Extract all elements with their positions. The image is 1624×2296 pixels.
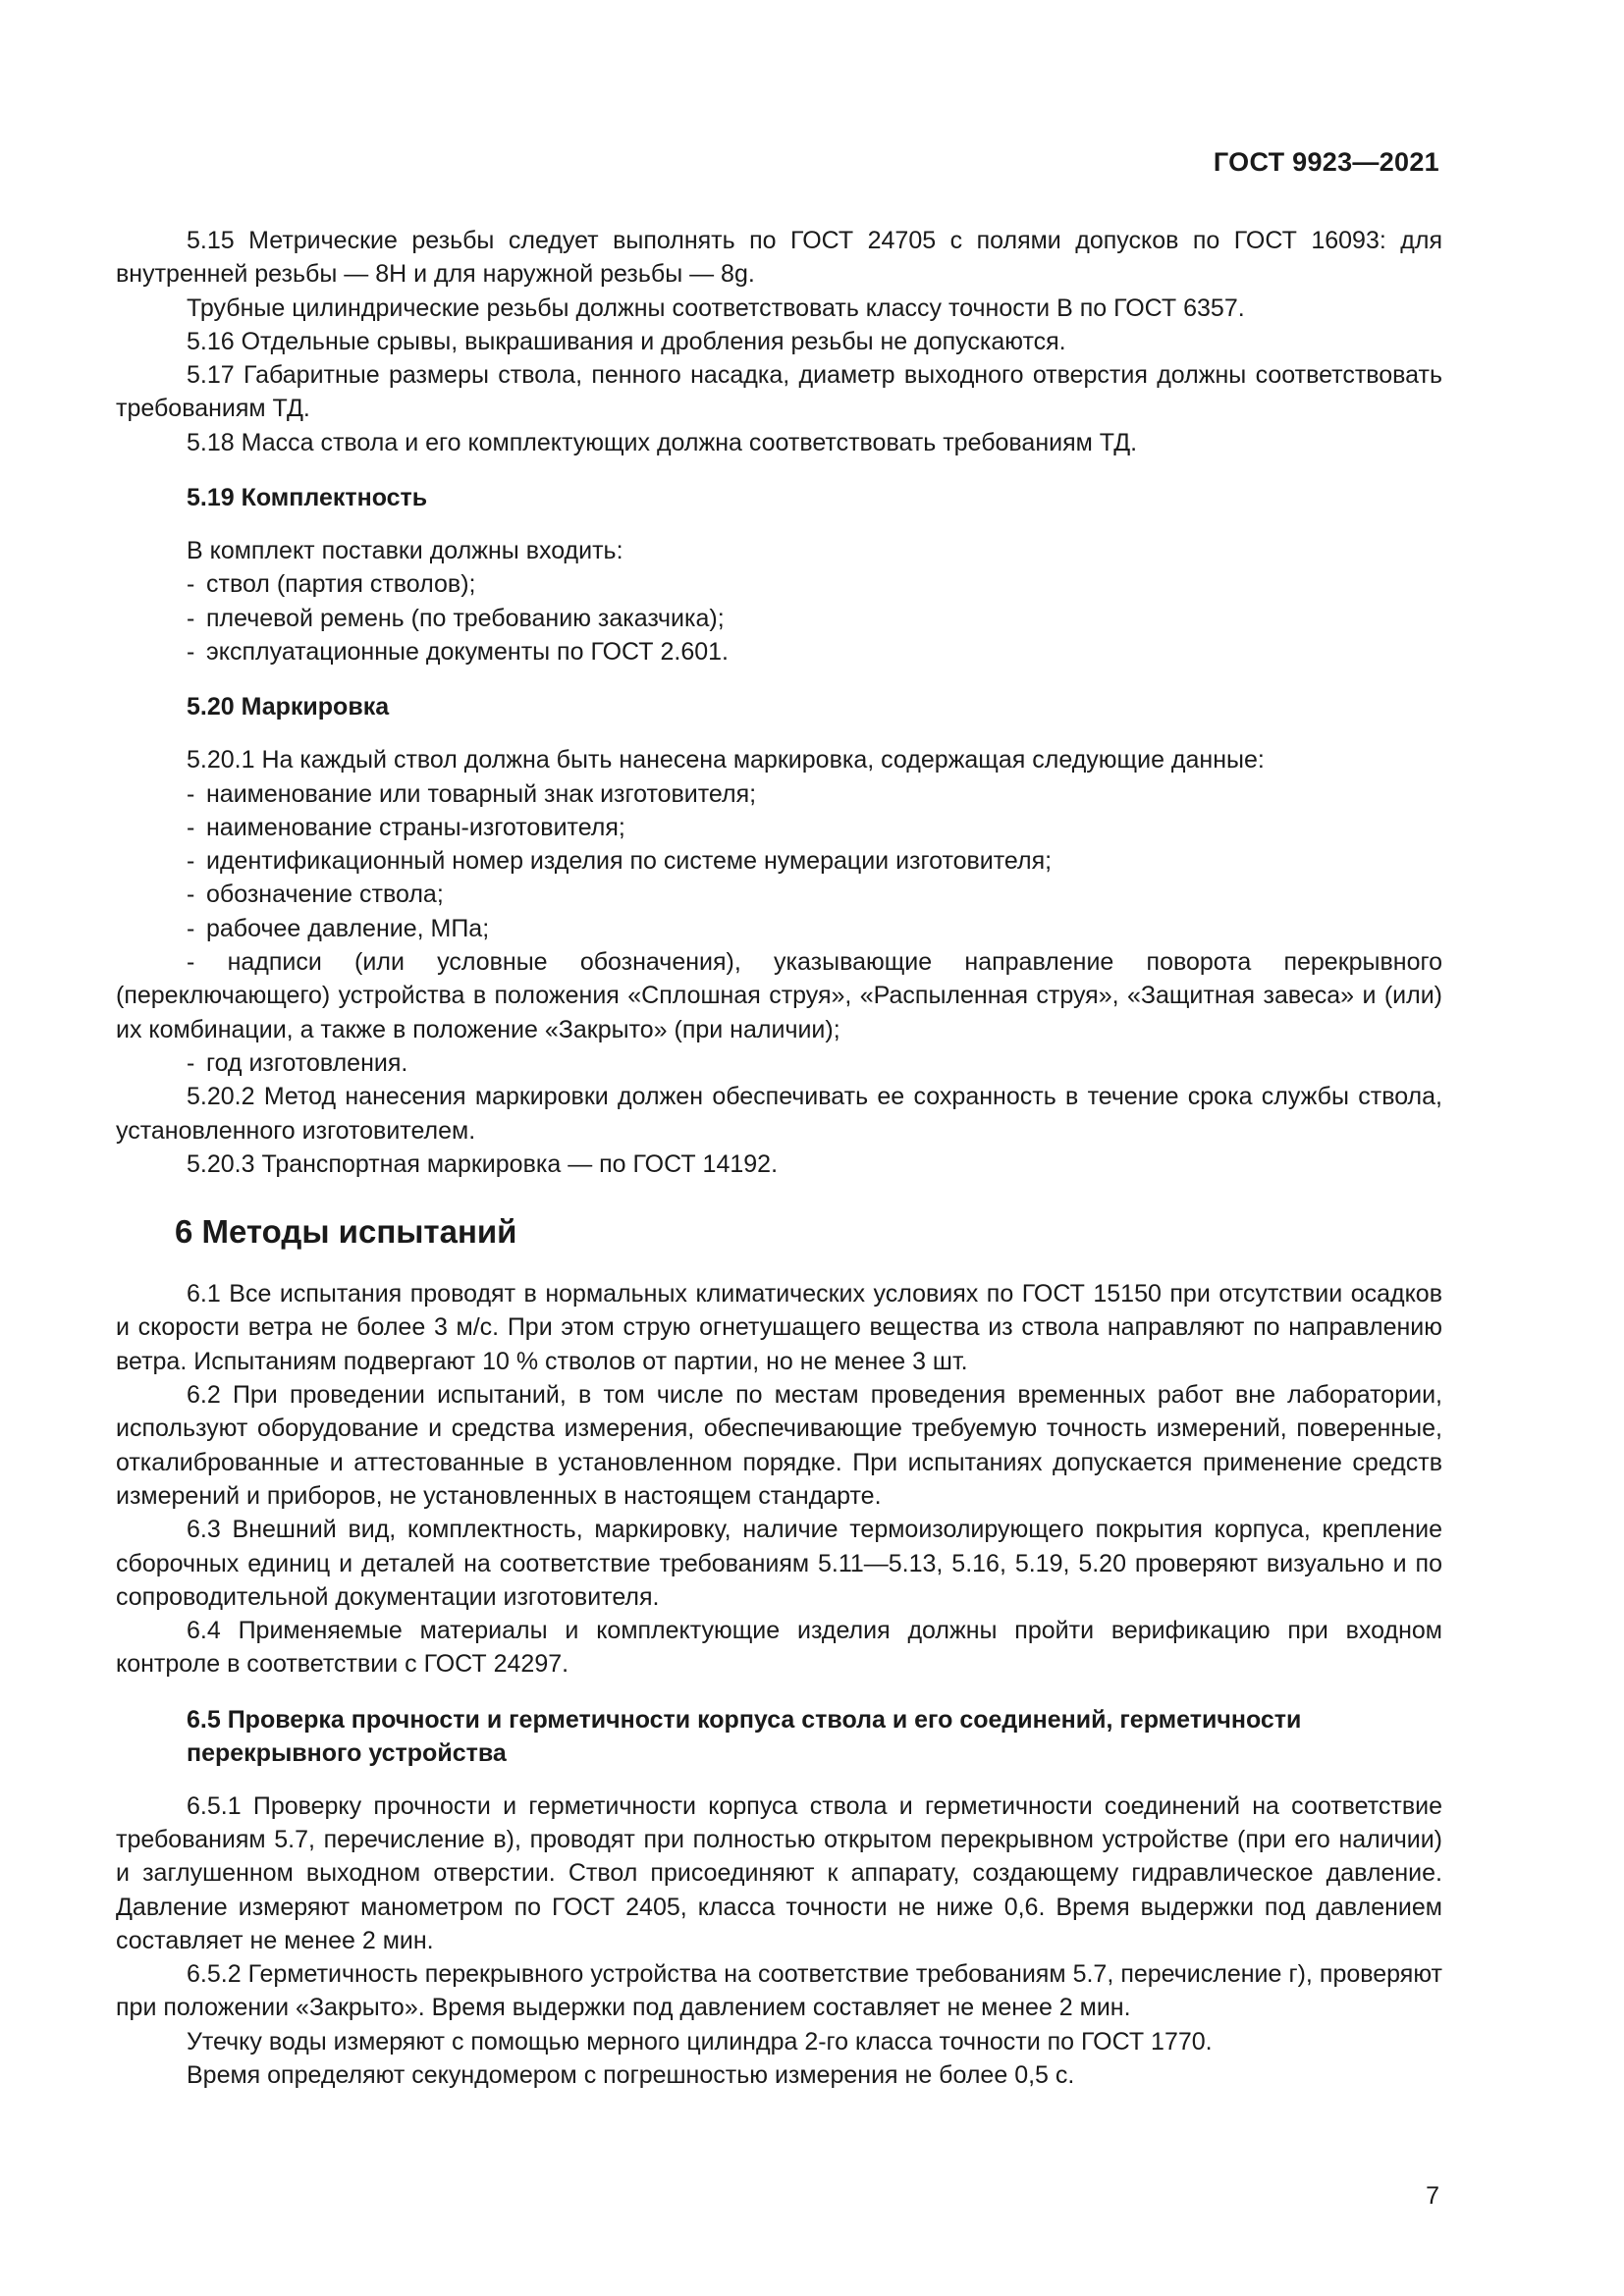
list-item: - наименование или товарный знак изготовителя; [187,779,757,808]
paragraph-5-20-2: 5.20.2 Метод нанесения маркировки должен обеспечивать ее сохранность в течение срока службы ствола, установленного изготовителем. [116,1083,1442,1145]
list-item: - год изготовления. [187,1048,408,1077]
paragraph-5-17: 5.17 Габаритные размеры ствола, пенного насадка, диаметр выходного отверстия должны соответствовать требованиям ТД. [116,361,1442,423]
paragraph-6-2: 6.2 При проведении испытаний, в том числе по местам проведения временных работ вне лаборатории, используют оборудование и средства измерения, обеспечивающие требуемую точность измерений, поверенные, откалиброванные и аттестованные в установленном порядке. При испытаниях допускается применение средств измерений и приборов, не установленных в настоящем стандарте. [116,1381,1442,1510]
list-item: - эксплуатационные документы по ГОСТ 2.601. [187,637,729,666]
document-code-header: ГОСТ 9923—2021 [1213,147,1439,177]
section-heading-6-5: 6.5 Проверка прочности и герметичности корпуса ствола и его соединений, герметичности перекрывного устройства [187,1705,1302,1767]
paragraph-5-20-3: 5.20.3 Транспортная маркировка — по ГОСТ 14192. [187,1149,779,1178]
paragraph-5-19-intro: В комплект поставки должны входить: [187,537,623,565]
list-item: - наименование страны-изготовителя; [187,813,625,841]
paragraph-6-5-2-leak: Утечку воды измеряют с помощью мерного цилиндра 2-го класса точности по ГОСТ 1770. [187,2027,1213,2056]
document-body [116,224,1442,2092]
list-item: - надписи (или условные обозначения), указывающие направление поворота перекрывного (переключающего) устройства в положения «Сплошная струя», «Распыленная струя», «Защитная завеса» и (или) их комбинации, а также в положение «Закрыто» (при наличии); [116,948,1442,1043]
paragraph-6-4: 6.4 Применяемые материалы и комплектующие изделия должны пройти верификацию при входном контроле в соответствии с ГОСТ 24297. [116,1617,1442,1679]
section-heading-5-19: 5.19 Комплектность [187,484,428,512]
list-5-20 [116,777,1442,1081]
list-item: - ствол (партия стволов); [187,570,476,599]
chapter-heading-6: 6 Методы испытаний [175,1213,517,1251]
paragraph-6-3: 6.3 Внешний вид, комплектность, маркировку, наличие термоизолирующего покрытия корпуса, крепление сборочных единиц и деталей на соответствие требованиям 5.11—5.13, 5.16, 5.19, 5.20 проверяют визуально и по сопроводительной документации изготовителя. [116,1516,1442,1611]
list-item: - идентификационный номер изделия по системе нумерации изготовителя; [187,847,1053,876]
paragraph-6-5-1: 6.5.1 Проверку прочности и герметичности корпуса ствола и герметичности соединений на соответствие требованиям 5.7, перечисление в), проводят при полностью открытом перекрывном устройстве (при его наличии) и заглушенном выходном отверстии. Ствол присоединяют к аппарату, создающему гидравлическое давление. Давление измеряют манометром по ГОСТ 2405, класса точности не ниже 0,6. Время выдержки под давлением составляет не менее 2 мин. [116,1791,1442,1954]
paragraph-5-18: 5.18 Масса ствола и его комплектующих должна соответствовать требованиям ТД. [187,428,1138,456]
list-5-19 [116,567,1442,668]
paragraph-5-15: 5.15 Метрические резьбы следует выполнять по ГОСТ 24705 с полями допусков по ГОСТ 16093: для внутренней резьбы — 8Н и для наружной резьбы — 8g. [116,227,1442,289]
page-number: 7 [1426,2182,1439,2210]
list-item: - плечевой ремень (по требованию заказчика); [187,604,725,632]
paragraph-5-20-1: 5.20.1 На каждый ствол должна быть нанесена маркировка, содержащая следующие данные: [187,746,1265,774]
paragraph-6-5-2: 6.5.2 Герметичность перекрывного устройства на соответствие требованиям 5.7, перечисление г), проверяют при положении «Закрыто». Время выдержки под давлением составляет не менее 2 мин. [116,1960,1442,2022]
paragraph-6-1: 6.1 Все испытания проводят в нормальных климатических условиях по ГОСТ 15150 при отсутствии осадков и скорости ветра не более 3 м/с. При этом струю огнетушащего вещества из ствола направляют по направлению ветра. Испытаниям подвергают 10 % стволов от партии, но не менее 3 шт. [116,1280,1442,1375]
paragraph-5-16: 5.16 Отдельные срывы, выкрашивания и дробления резьбы не допускаются. [187,327,1066,355]
list-item: - обозначение ствола; [187,881,444,909]
section-heading-5-20: 5.20 Маркировка [187,693,390,721]
paragraph-5-15-pipe-threads: Трубные цилиндрические резьбы должны соответствовать классу точности В по ГОСТ 6357. [187,294,1245,322]
paragraph-6-5-2-time: Время определяют секундомером с погрешностью измерения не более 0,5 с. [187,2061,1075,2090]
list-item: - рабочее давление, МПа; [187,914,490,942]
